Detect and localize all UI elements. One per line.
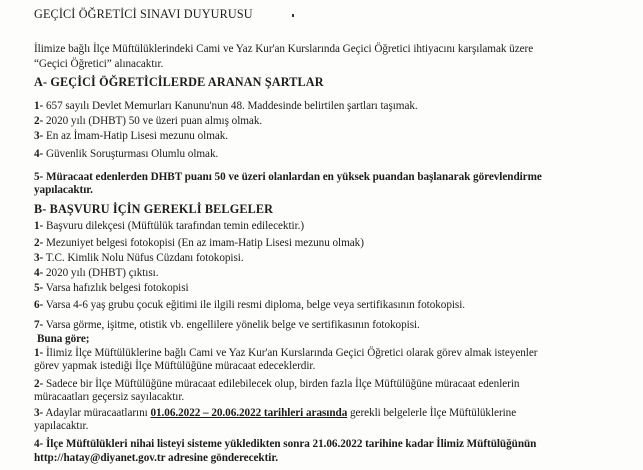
b-item-7-text: Varsa görme, işitme, otistik vb. engellilere yönelik belge ve sertifikasının fotokopisi. <box>43 319 420 331</box>
intro-line-2: “Geçici Öğretici” alınacaktır. <box>34 58 164 70</box>
b-item-6 <box>34 298 465 312</box>
a-item-4 <box>34 147 218 161</box>
b-item-4-num: 4- <box>34 267 44 279</box>
a-item-3-num: 3- <box>34 130 44 142</box>
p3-line-1 <box>34 406 516 420</box>
p4-line-2 <box>34 451 278 465</box>
a-item-3-text: En az İmam-Hatip Lisesi mezunu olmak. <box>43 130 229 142</box>
b-item-1-num: 1- <box>34 220 44 232</box>
b-item-5 <box>34 281 189 295</box>
a-item-5-line-1 <box>34 170 542 184</box>
b-item-1 <box>34 219 304 233</box>
b-item-4-text: 2020 yılı (DHBT) çıktısı. <box>43 267 159 279</box>
p3-num: 3- <box>34 407 44 419</box>
b-item-1-text: Başvuru dilekçesi (Müftülük tarafından temin edilecektir.) <box>43 220 305 232</box>
buna-gore-heading: Buna göre; <box>37 333 90 345</box>
b-item-7-num: 7- <box>34 319 44 331</box>
b-item-3-num: 3- <box>34 252 44 264</box>
p1-num: 1- <box>34 347 44 359</box>
a-item-5-num: 5- <box>34 171 44 183</box>
p1-line-2: görev yapmak istediği İlçe Müftülüğüne müracaat edeceklerdir. <box>34 360 316 372</box>
b-item-6-text: Varsa 4-6 yaş grubu çocuk eğitimi ile ilgili resmi diploma, belge veya sertifikasının fotokopisi. <box>43 299 466 311</box>
b-item-6-num: 6- <box>34 299 44 311</box>
p4-num: 4- <box>34 438 44 450</box>
a-item-1-text: 657 sayılı Devlet Memurları Kanunu'nun 48. Maddesinde belirtilen şartları taşımak. <box>43 100 418 112</box>
section-a-heading: A- GEÇİCİ ÖĞRETİCİLERDE ARANAN ŞARTLAR <box>34 75 324 89</box>
a-item-1-num: 1- <box>34 100 44 112</box>
b-item-3 <box>34 251 244 265</box>
a-item-2 <box>34 114 262 128</box>
a-item-4-text: Güvenlik Soruşturması Olumlu olmak. <box>43 148 219 160</box>
a-item-1 <box>34 99 418 113</box>
p4-email-link[interactable]: http://hatay@diyanet.gov.tr <box>34 452 166 464</box>
b-item-5-num: 5- <box>34 282 44 294</box>
a-item-2-text: 2020 yılı (DHBT) 50 ve üzeri puan almış olmak. <box>43 115 263 127</box>
p2-text: Sadece bir İlçe Müftülüğüne müracaat edilebilecek olup, birden fazla İlçe Müftülüğüne müracaat edenlerin <box>43 378 520 390</box>
b-item-5-text: Varsa hafızlık belgesi fotokopisi <box>43 282 189 294</box>
p2-line-2: müracaatları geçersiz sayılacaktır. <box>34 391 185 403</box>
p3-pre: Adaylar müracaatlarını <box>43 407 151 419</box>
section-b-heading: B- BAŞVURU İÇİN GEREKLİ BELGELER <box>34 202 274 216</box>
p3-line-2: yapılacaktır. <box>34 420 89 432</box>
b-item-2 <box>34 236 364 250</box>
b-item-7 <box>34 318 420 332</box>
b-item-4 <box>34 266 158 280</box>
intro-line-1: İlimize bağlı İlçe Müftülüklerindeki Cami ve Yaz Kur'an Kurslarında Geçici Öğretici ihtiyacını karşılamak üzere <box>34 43 534 55</box>
p2-line-1 <box>34 377 519 391</box>
p4-text: İlçe Müftülükleri nihai listeyi sisteme yükledikten sonra 21.06.2022 tarihine kadar İlimiz Müftülüğünün <box>43 438 537 450</box>
p1-line-1 <box>34 346 537 360</box>
b-item-2-num: 2- <box>34 237 44 249</box>
page-title: GEÇİCİ ÖĞRETİCİ SINAVI DUYURUSU <box>34 7 253 21</box>
p4-line-1 <box>34 437 536 451</box>
a-item-2-num: 2- <box>34 115 44 127</box>
b-item-2-text: Mezuniyet belgesi fotokopisi (En az imam-Hatip Lisesi mezunu olmak) <box>43 237 364 249</box>
a-item-5-text: Müracaat edenlerden DHBT puanı 50 ve üzeri olanlardan en yüksek puandan başlanarak görevlendirme <box>43 171 542 183</box>
p2-num: 2- <box>34 378 44 390</box>
a-item-4-num: 4- <box>34 148 44 160</box>
scan-speck <box>292 14 294 17</box>
p3-post: gerekli belgelerle İlçe Müftülüklerine <box>347 407 517 419</box>
a-item-3 <box>34 129 228 143</box>
p4-text-end: adresine gönderecektir. <box>165 452 278 464</box>
a-item-5-line-2: yapılacaktır. <box>34 184 93 196</box>
b-item-3-text: T.C. Kimlik Nolu Nüfus Cüzdanı fotokopisi. <box>43 252 244 264</box>
p1-text: İlimiz İlçe Müftülüklerine bağlı Cami ve Yaz Kur'an Kurslarında Geçici Öğretici olarak görev almak isteyenler <box>43 347 538 359</box>
p3-date-range: 01.06.2022 – 20.06.2022 tarihleri arasında <box>150 407 348 419</box>
